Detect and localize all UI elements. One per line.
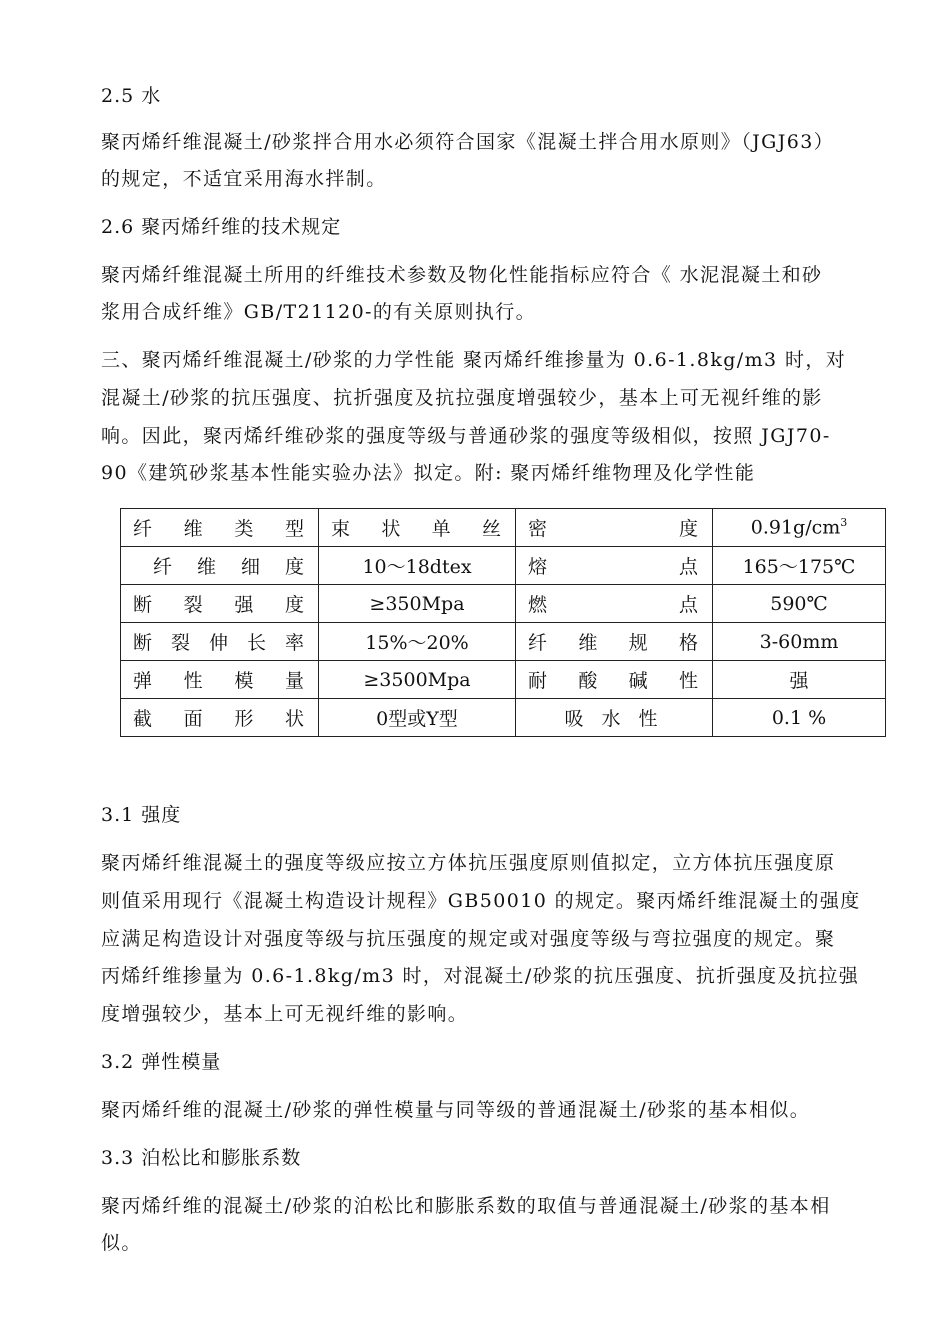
table-cell-value: 10～18dtex	[319, 547, 516, 585]
paragraph-line: 度增强较少，基本上可无视纤维的影响。	[101, 1003, 469, 1025]
table-cell-value: 165～175℃	[713, 547, 886, 585]
table-cell-property: 耐酸碱性	[516, 661, 713, 699]
paragraph-line: 应满足构造设计对强度等级与抗压强度的规定或对强度等级与弯拉强度的规定。聚	[101, 928, 836, 950]
table-cell-value: 束 状 单 丝	[319, 509, 516, 547]
density-unit-exponent: 3	[840, 516, 848, 530]
paragraph-line: 聚丙烯纤维的混凝土/砂浆的泊松比和膨胀系数的取值与普通混凝土/砂浆的基本相	[101, 1195, 831, 1217]
table-cell-property: 断裂伸长率	[121, 623, 319, 661]
section-heading-3-2: 3.2 弹性模量	[101, 1051, 222, 1073]
paragraph-line: 聚丙烯纤维的混凝土/砂浆的弹性模量与同等级的普通混凝土/砂浆的基本相似。	[101, 1099, 811, 1121]
section-heading-3-3: 3.3 泊松比和膨胀系数	[101, 1147, 302, 1169]
table-cell-property: 密度	[516, 509, 713, 547]
table-row	[121, 661, 886, 699]
table-cell-property: 熔点	[516, 547, 713, 585]
table-cell-value: 强	[713, 661, 886, 699]
table-cell-property: 弹性模量	[121, 661, 319, 699]
section-heading-2-6: 2.6 聚丙烯纤维的技术规定	[101, 216, 342, 238]
table-cell-property: 截面形状	[121, 699, 319, 737]
table-cell-value: ≥350Mpa	[319, 585, 516, 623]
table-cell-property: 燃点	[516, 585, 713, 623]
paragraph-line: 浆用合成纤维》GB/T21120-的有关原则执行。	[101, 301, 537, 323]
table-cell-property: 纤维规格	[516, 623, 713, 661]
table-cell-value: ≥3500Mpa	[319, 661, 516, 699]
table-cell-value: 0型或Y型	[319, 699, 516, 737]
paragraph-line: 90《建筑砂浆基本性能实验办法》拟定。附: 聚丙烯纤维物理及化学性能	[101, 462, 756, 484]
paragraph-line: 聚丙烯纤维混凝土/砂浆拌合用水必须符合国家《混凝土拌合用水原则》（JGJ63）	[101, 131, 835, 153]
table-row	[121, 623, 886, 661]
table-row	[121, 547, 886, 585]
section-heading-2-5: 2.5 水	[101, 85, 162, 107]
table-row	[121, 509, 886, 547]
density-value: 0.91g/cm	[750, 516, 841, 539]
paragraph-line: 混凝土/砂浆的抗压强度、抗折强度及抗拉强度增强较少，基本上可无视纤维的影	[101, 387, 823, 409]
paragraph-line: 聚丙烯纤维混凝土所用的纤维技术参数及物化性能指标应符合《 水泥混凝土和砂	[101, 264, 823, 286]
table-cell-value: 590℃	[713, 585, 886, 623]
table-cell-property: 纤维类型	[121, 509, 319, 547]
paragraph-line: 似。	[101, 1232, 142, 1254]
paragraph-line: 丙烯纤维掺量为 0.6-1.8kg/m3 时，对混凝土/砂浆的抗压强度、抗折强度及抗拉强	[101, 965, 860, 987]
table-cell-value: 0.1 %	[713, 699, 886, 737]
table-cell-value: 15%～20%	[319, 623, 516, 661]
paragraph-line: 的规定，不适宜采用海水拌制。	[101, 168, 387, 190]
paragraph-line: 聚丙烯纤维混凝土的强度等级应按立方体抗压强度原则值拟定，立方体抗压强度原	[101, 852, 836, 874]
section-heading-3-1: 3.1 强度	[101, 804, 182, 826]
table-cell-property: 纤维细度	[121, 547, 319, 585]
table-cell-property: 断裂强度	[121, 585, 319, 623]
table-cell-property: 吸 水 性	[516, 699, 713, 737]
fiber-properties-table	[120, 508, 886, 737]
table-cell-value	[713, 509, 886, 547]
table-row	[121, 699, 886, 737]
table-row	[121, 585, 886, 623]
paragraph-line: 响。因此，聚丙烯纤维砂浆的强度等级与普通砂浆的强度等级相似，按照 JGJ70-	[101, 425, 831, 447]
paragraph-line: 则值采用现行《混凝土构造设计规程》GB50010 的规定。聚丙烯纤维混凝土的强度	[101, 890, 861, 912]
table-cell-value: 3-60mm	[713, 623, 886, 661]
paragraph-line: 三、聚丙烯纤维混凝土/砂浆的力学性能 聚丙烯纤维掺量为 0.6-1.8kg/m3 时，对	[101, 349, 847, 371]
